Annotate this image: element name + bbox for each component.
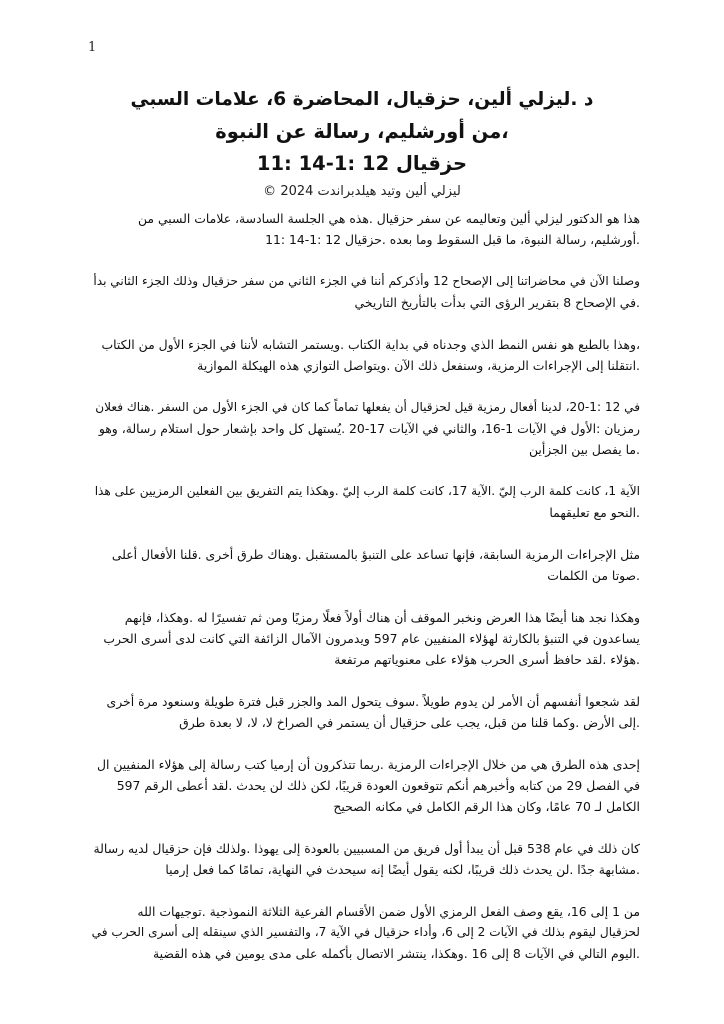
title-line-2: ،من أورشليم، رسالة عن النبوة [215, 120, 509, 143]
paragraph-line: .صوتا من الكلمات [547, 568, 640, 583]
paragraph-line: في الفصل 29 من كتابه وأخبرهم أنكم تتوقعون العودة قريبًا، لكن ذلك لن يحدث .لقد أعطى الرقم 597 [116, 778, 640, 793]
paragraph-line: .هؤلاء .لقد حافظ أسرى الحرب هؤلاء على معنوياتهم مرتفعة [334, 652, 640, 667]
paragraph [92, 607, 640, 670]
paragraph [92, 208, 640, 250]
title-block [130, 84, 594, 204]
paragraph-line: يساعدون في التنبؤ بالكارثة لهؤلاء المنفيين عام 597 ويدمرون الآمال الزائفة التي كانت لدى أسرى الحرب [103, 631, 640, 646]
paragraph-line: مثل الإجراءات الرمزية السابقة، فإنها تساعد على التنبؤ بالمستقبل .وهناك طرق أخرى .قلنا الأفعال أعلى [111, 547, 640, 562]
paragraph [92, 481, 640, 523]
paragraph [92, 334, 640, 376]
paragraph-line: ،وهذا بالطبع هو نفس النمط الذي وجدناه في بداية الكتاب .ويستمر التشابه لأننا في الجزء الأول من الكتاب [101, 337, 640, 352]
paragraph [92, 271, 640, 313]
title-line-3: حزقيال 12 :1-14 :11 [256, 152, 468, 175]
paragraph-line: لحزقيال ليقوم بذلك في الآيات 2 إلى 6، وأداء حزقيال في الآية 7، والتفسير الذي سينقله إلى أسرى الحرب في [92, 925, 640, 939]
paragraph [92, 544, 640, 586]
paragraph-line: .في الإصحاح 8 بتقرير الرؤى التي بدأت بالتأريخ التاريخي [354, 295, 640, 310]
paragraph [92, 901, 640, 964]
paragraph-line: كان ذلك في عام 538 قبل أن يبدأ أول فريق من المسبيين بالعودة إلى يهوذا .ولذلك فإن حزقيال لديه رسالة [93, 841, 640, 856]
paragraph-line: .مشابهة جدًا .لن يحدث ذلك قريبًا، لكنه يقول أيضًا إنه سيحدث في النهاية، تمامًا كما فعل إرميا [165, 862, 640, 877]
paragraph-line: وصلنا الآن في محاضراتنا إلى الإصحاح 12 وأذكركم أننا في الجزء الثاني من سفر حزقيال وذلك الجزء الثاني بدأ [93, 274, 640, 288]
paragraph-line: وهكذا نجد هنا أيضًا هذا العرض ونخبر الموقف أن هناك أولاً فعلًا رمزيًا ومن ثم تفسيرًا له .وهكذا، فإنهم [124, 610, 640, 625]
paragraph-line: رمزيان :الأول في الآيات 1-16، والثاني في الآيات 17-20 .يُستهل كل واحد بإشعار حول استلام رسالة، وهو [98, 421, 640, 436]
paragraph-line: .ما يفصل بين الجزأين [528, 442, 640, 457]
paragraph-line: الكامل لـ 70 عامًا، وكان هذا الرقم الكامل في مكانه الصحيح [333, 799, 640, 814]
paragraph-line: .إلى الأرض .وكما قلنا من قبل، يجب على حزقيال أن يستمر في الصراخ لا، لا، لا بعدة طرق [179, 715, 640, 730]
body-text [92, 208, 640, 985]
paragraph-line: .انتقلنا إلى الإجراءات الرمزية، وسنفعل ذلك الآن .ويتواصل التوازي هذه الهيكلة الموازية [197, 358, 640, 373]
paragraph [92, 838, 640, 880]
paragraph-line: في 12 :1-20، لدينا أفعال رمزية قيل لحزقيال أن يفعلها تماماً كما كان في الجزء الأول من السفر .هناك فعلان [95, 400, 640, 414]
paragraph-line: هذا هو الدكتور ليزلي ألين وتعاليمه عن سفر حزقيال .هذه هي الجلسة السادسة، علامات السبي من [137, 211, 640, 226]
paragraph-line: .النحو مع تعليقهما [549, 505, 640, 520]
paragraph-line: .أورشليم، رسالة النبوة، ما قبل السقوط وما بعده .حزقيال 12 :1-14 :11 [265, 232, 640, 247]
title-line-1: د .ليزلي ألين، حزقيال، المحاضرة 6، علامات السبي [130, 89, 594, 110]
copyright-notice: ليزلي ألين وتيد هيلدبراندت 2024 © [263, 184, 461, 199]
page-number: 1 [88, 40, 97, 55]
paragraph [92, 397, 640, 460]
paragraph-line: .اليوم التالي في الآيات 8 إلى 16 .وهكذا، ينتشر الاتصال بأكمله على مدى يومين في هذه القضية [153, 946, 640, 961]
paragraph [92, 754, 640, 817]
paragraph-line: من 1 إلى 16، يقع وصف الفعل الرمزي الأول ضمن الأقسام الفرعية الثلاثة النموذجية .توجيهات الله [137, 904, 640, 919]
paragraph-line: لقد شجعوا أنفسهم أن الأمر لن يدوم طويلاً .سوف يتحول المد والجزر قبل فترة طويلة وسنعود مرة أخرى [106, 694, 640, 709]
paragraph-line: الآية 1، كانت كلمة الرب إليّ .الآية 17، كانت كلمة الرب إليّ .وهكذا يتم التفريق بين الفعلين الرمزيين على هذا [94, 484, 640, 498]
paragraph-line: إحدى هذه الطرق هي من خلال الإجراءات الرمزية .ربما تتذكرون أن إرميا كتب رسالة إلى هؤلاء المنفيين ال [96, 757, 640, 772]
paragraph [92, 691, 640, 733]
